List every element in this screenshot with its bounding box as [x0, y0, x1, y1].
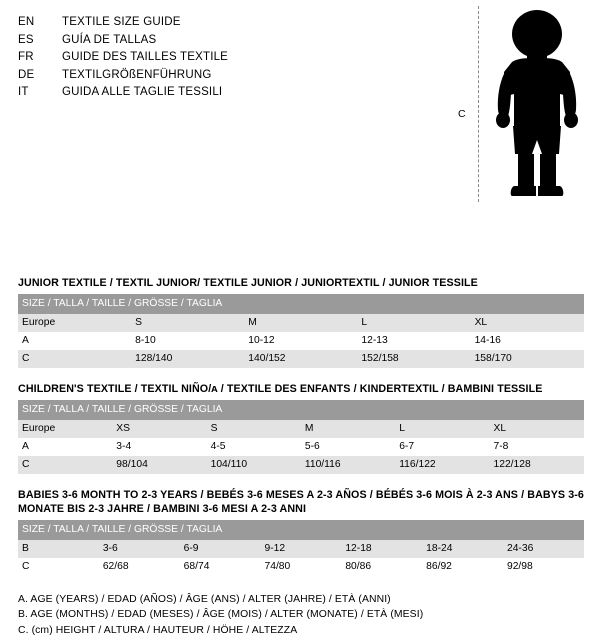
language-code: DE [18, 67, 62, 85]
table-header-label: SIZE / TALLA / TAILLE / GRÖSSE / TAGLIA [18, 294, 584, 314]
row-cell: 12-18 [341, 540, 422, 558]
table-row [18, 540, 584, 558]
row-cell: 98/104 [112, 456, 206, 474]
row-label: A [18, 438, 112, 456]
row-label: B [18, 540, 99, 558]
row-cell: 74/80 [260, 558, 341, 576]
language-title: GUIDE DES TAILLES TEXTILE [62, 49, 228, 67]
table-header-label: SIZE / TALLA / TAILLE / GRÖSSE / TAGLIA [18, 520, 584, 540]
row-cell: XS [112, 420, 206, 438]
row-cell: L [395, 420, 489, 438]
row-cell: 152/158 [357, 350, 470, 368]
row-label: C [18, 350, 131, 368]
legend [18, 592, 588, 638]
language-title: TEXTILGRÖßENFÜHRUNG [62, 67, 211, 85]
row-label: C [18, 456, 112, 474]
section-title-children: CHILDREN'S TEXTILE / TEXTIL NIÑO/ᴀ / TEXTILE DES ENFANTS / KINDERTEXTIL / BAMBINI TESSILE [18, 382, 588, 396]
row-cell: XL [489, 420, 584, 438]
legend-line-c: C. (cm) HEIGHT / ALTURA / HAUTEUR / HÖHE / ALTEZZA [18, 623, 588, 638]
table-header-label: SIZE / TALLA / TAILLE / GRÖSSE / TAGLIA [18, 400, 584, 420]
section-children [18, 382, 588, 474]
language-row [18, 84, 448, 102]
row-cell: 128/140 [131, 350, 244, 368]
language-title: TEXTILE SIZE GUIDE [62, 14, 181, 32]
row-cell: 9-12 [260, 540, 341, 558]
table-row [18, 332, 584, 350]
row-cell: S [207, 420, 301, 438]
row-cell: M [301, 420, 395, 438]
section-babies [18, 488, 588, 576]
row-cell: 10-12 [244, 332, 357, 350]
row-cell: 122/128 [489, 456, 584, 474]
row-cell: 92/98 [503, 558, 584, 576]
table-row [18, 350, 584, 368]
row-cell: 3-6 [99, 540, 180, 558]
table-header-row [18, 520, 584, 540]
row-cell: 6-9 [180, 540, 261, 558]
language-title: GUIDA ALLE TAGLIE TESSILI [62, 84, 222, 102]
section-junior [18, 276, 588, 368]
table-row [18, 420, 584, 438]
table-row [18, 438, 584, 456]
row-cell: 24-36 [503, 540, 584, 558]
row-label: Europe [18, 420, 112, 438]
row-cell: 8-10 [131, 332, 244, 350]
row-cell: 7-8 [489, 438, 584, 456]
table-header-row [18, 294, 584, 314]
language-row [18, 49, 448, 67]
table-row [18, 314, 584, 332]
section-title-babies: BABIES 3-6 MONTH TO 2-3 YEARS / BEBÉS 3-6 MESES A 2-3 AÑOS / BÉBÉS 3-6 MOIS À 2-3 ANS / BABYS 3-6 MONATE BIS 2-3 JAHRE / BAMBINI 3-6 MESI A 2-3 ANNI [18, 488, 588, 516]
row-cell: 62/68 [99, 558, 180, 576]
row-cell: 14-16 [471, 332, 584, 350]
measurement-label-c: C [458, 108, 466, 120]
row-label: C [18, 558, 99, 576]
table-row [18, 456, 584, 474]
row-cell: 12-13 [357, 332, 470, 350]
section-title-junior: JUNIOR TEXTILE / TEXTIL JUNIOR/ TEXTILE JUNIOR / JUNIORTEXTIL / JUNIOR TESSILE [18, 276, 588, 290]
language-row [18, 67, 448, 85]
row-cell: 140/152 [244, 350, 357, 368]
language-row [18, 32, 448, 50]
legend-line-a: A. AGE (YEARS) / EDAD (AÑOS) / ÂGE (ANS) / ALTER (JAHRE) / ETÀ (ANNI) [18, 592, 588, 608]
row-cell: 3-4 [112, 438, 206, 456]
language-code: IT [18, 84, 62, 102]
row-cell: 86/92 [422, 558, 503, 576]
row-cell: 4-5 [207, 438, 301, 456]
row-label: Europe [18, 314, 131, 332]
row-cell: S [131, 314, 244, 332]
row-label: A [18, 332, 131, 350]
legend-line-b: B. AGE (MONTHS) / EDAD (MESES) / ÂGE (MOIS) / ALTER (MONATE) / ETÀ (MESI) [18, 607, 588, 623]
row-cell: 104/110 [207, 456, 301, 474]
row-cell: 18-24 [422, 540, 503, 558]
table-header-row [18, 400, 584, 420]
size-table-babies [18, 520, 584, 576]
language-code: EN [18, 14, 62, 32]
size-table-children [18, 400, 584, 474]
row-cell: 110/116 [301, 456, 395, 474]
row-cell: 80/86 [341, 558, 422, 576]
row-cell: 68/74 [180, 558, 261, 576]
row-cell: L [357, 314, 470, 332]
language-title: GUÍA DE TALLAS [62, 32, 156, 50]
height-measurement-figure [420, 4, 596, 204]
row-cell: XL [471, 314, 584, 332]
measurement-dashed-line [478, 6, 479, 202]
row-cell: M [244, 314, 357, 332]
row-cell: 158/170 [471, 350, 584, 368]
language-code: ES [18, 32, 62, 50]
language-code: FR [18, 49, 62, 67]
row-cell: 5-6 [301, 438, 395, 456]
size-table-junior [18, 294, 584, 368]
language-row [18, 14, 448, 32]
table-row [18, 558, 584, 576]
row-cell: 6-7 [395, 438, 489, 456]
row-cell: 116/122 [395, 456, 489, 474]
child-silhouette-icon [482, 10, 592, 205]
language-title-list [18, 14, 448, 102]
